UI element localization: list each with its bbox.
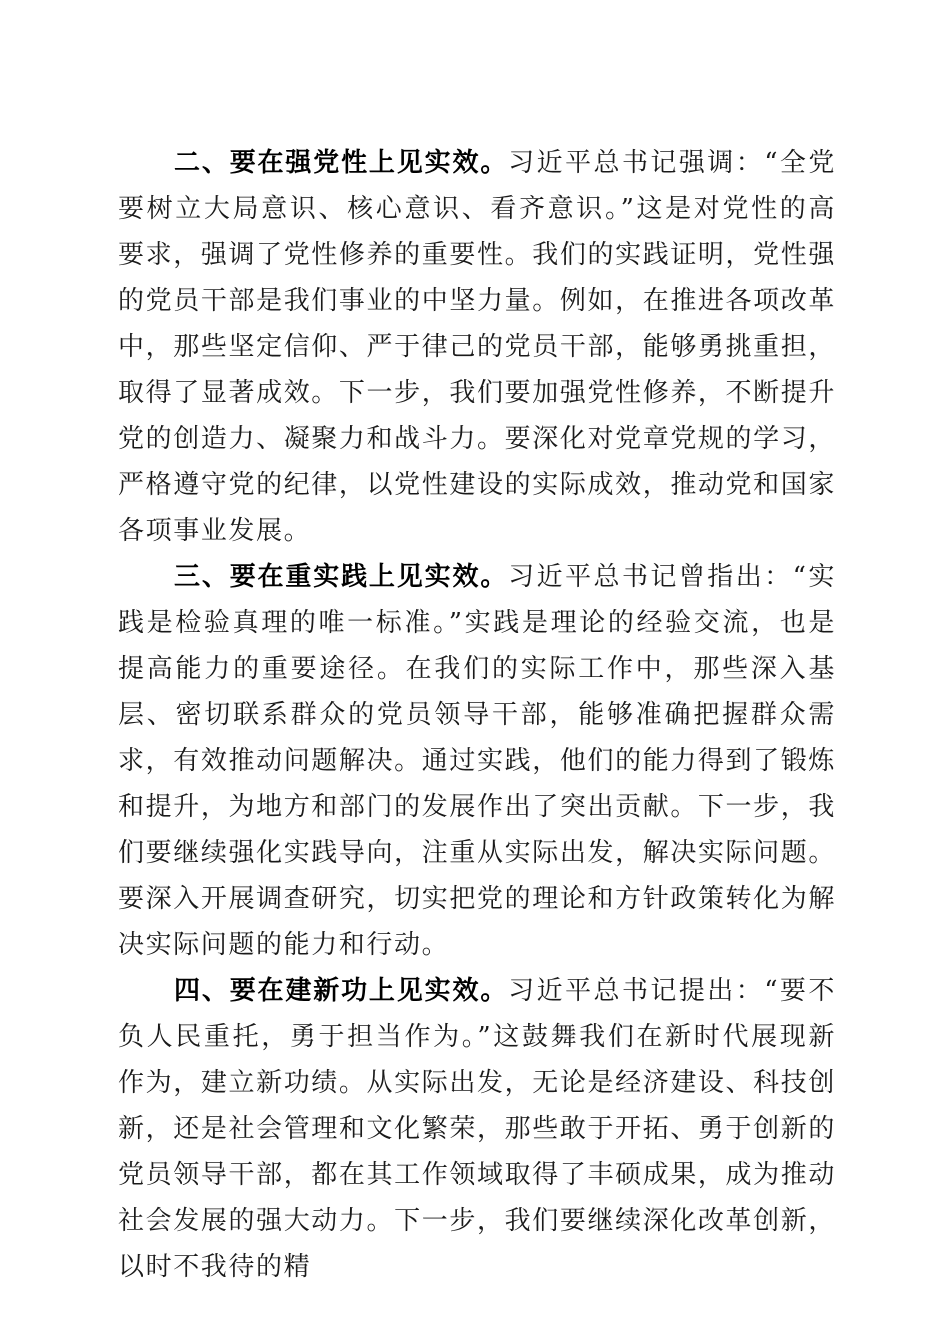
section-body-3: 习近平总书记曾指出：“实践是检验真理的唯一标准。”实践是理论的经验交流，也是提高能力的重要途径。在我们的实际工作中，那些深入基层、密切联系群众的党员领导干部，能够准确把握群众需求，有效推动问题解决。通过实践，他们的能力得到了锻炼和提升，为地方和部门的发展作出了突出贡献。下一步，我们要继续强化实践导向，注重从实际出发，解决实际问题。要深入开展调查研究，切实把党的理论和方针政策转化为解决实际问题的能力和行动。 (118, 562, 836, 960)
section-heading-4: 四、要在建新功上见实效。 (174, 976, 509, 1006)
section-paragraph-3 (118, 554, 836, 968)
document-body (118, 140, 836, 1290)
section-heading-3: 三、要在重实践上见实效。 (174, 562, 509, 592)
section-paragraph-4 (118, 968, 836, 1290)
section-body-4: 习近平总书记提出：“要不负人民重托，勇于担当作为。”这鼓舞我们在新时代展现新作为，建立新功绩。从实际出发，无论是经济建设、科技创新，还是社会管理和文化繁荣，那些敢于开拓、勇于创新的党员领导干部，都在其工作领域取得了丰硕成果，成为推动社会发展的强大动力。下一步，我们要继续深化改革创新，以时不我待的精 (118, 976, 836, 1282)
section-body-2: 习近平总书记强调：“全党要树立大局意识、核心意识、看齐意识。”这是对党性的高要求，强调了党性修养的重要性。我们的实践证明，党性强的党员干部是我们事业的中坚力量。例如，在推进各项改革中，那些坚定信仰、严于律己的党员干部，能够勇挑重担，取得了显著成效。下一步，我们要加强党性修养，不断提升党的创造力、凝聚力和战斗力。要深化对党章党规的学习，严格遵守党的纪律，以党性建设的实际成效，推动党和国家各项事业发展。 (118, 148, 836, 546)
section-heading-2: 二、要在强党性上见实效。 (174, 148, 509, 178)
section-paragraph-2 (118, 140, 836, 554)
